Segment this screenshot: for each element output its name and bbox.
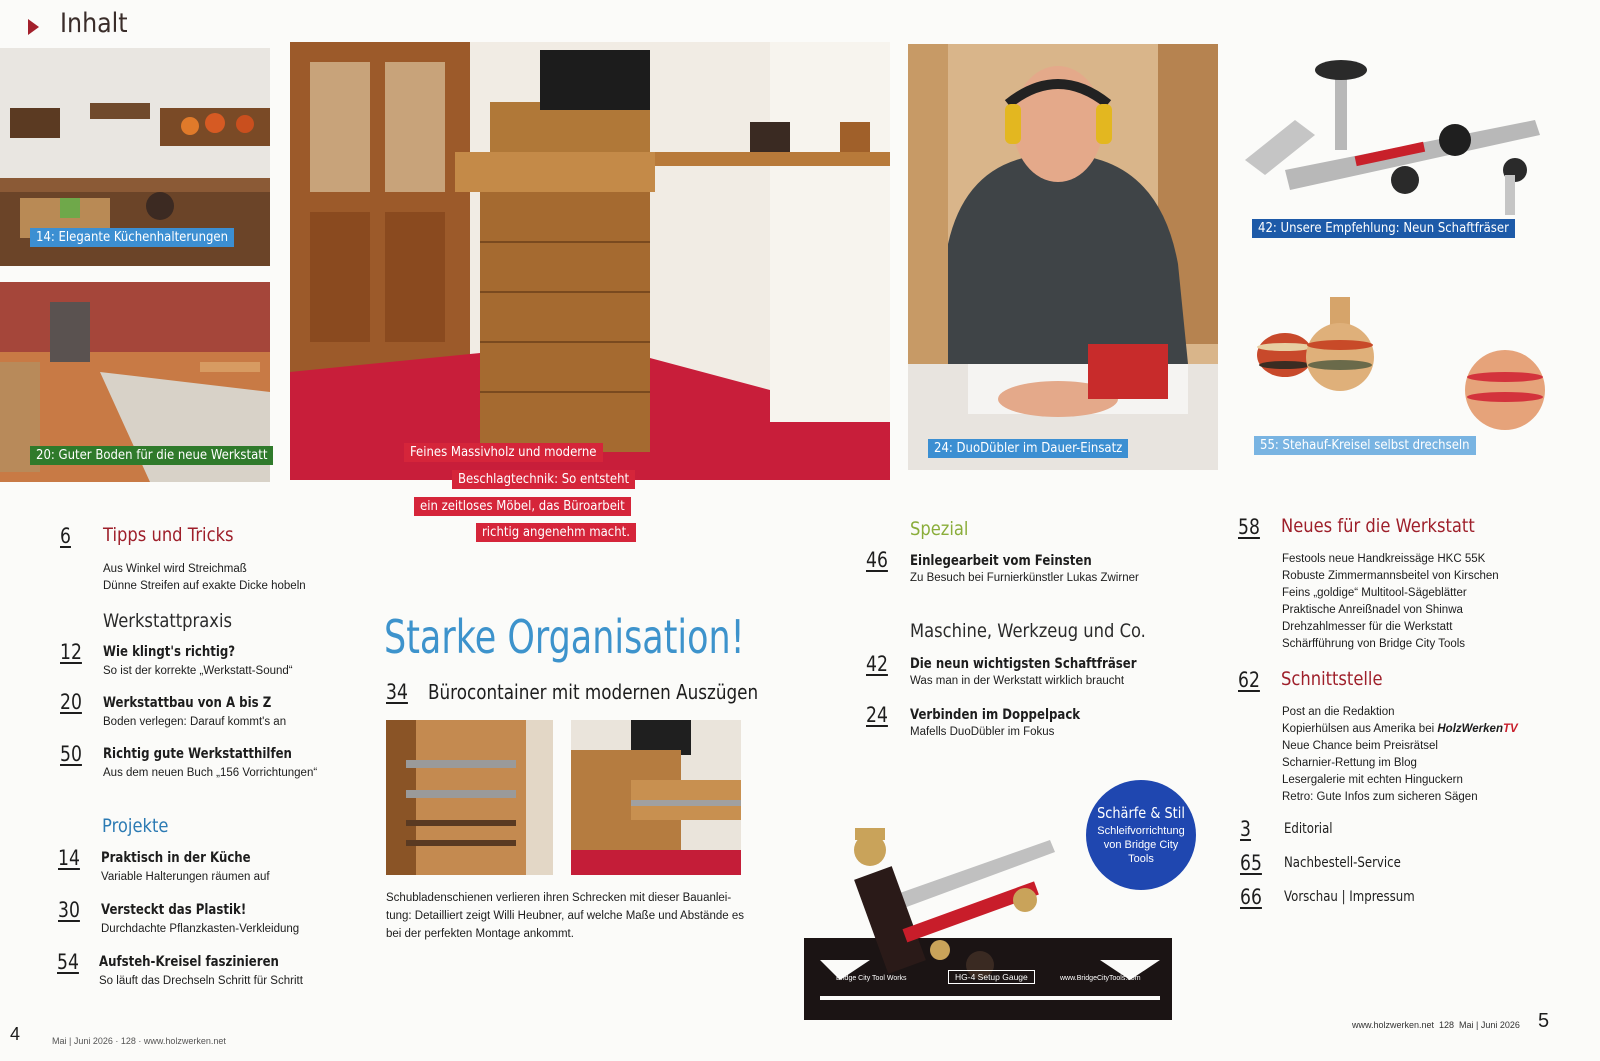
section-heading: Projekte: [102, 815, 169, 837]
section-title: Tipps und Tricks: [103, 524, 234, 546]
badge-title: Schärfe & Stil: [1097, 804, 1185, 822]
caption-kitchen: 14: Elegante Küchenhalterungen: [30, 228, 234, 247]
section-title: Schnittstelle: [1281, 668, 1383, 690]
photo-tops: [1240, 285, 1560, 445]
caption-man: 24: DuoDübler im Dauer-Einsatz: [928, 439, 1128, 458]
badge-line: Tools: [1128, 853, 1154, 865]
gauge-label-left: Bridge City Tool Works: [836, 975, 907, 982]
section-heading-spezial: Spezial: [910, 518, 969, 540]
photo-drawer-open: [571, 720, 741, 875]
caption-bits: 42: Unsere Empfehlung: Neun Schaftfräser: [1252, 219, 1515, 238]
page-number: 62: [1238, 668, 1260, 692]
feature-headline: Starke Organisation!: [384, 610, 745, 664]
page-number: 6: [60, 524, 71, 548]
footer-left-text: Mai | Juni 2026 · 128 · www.holzwerken.net: [52, 1036, 226, 1046]
entry-line: Aus Winkel wird Streichmaß: [103, 563, 247, 575]
gauge-label-right: www.BridgeCityTools.com: [1060, 975, 1141, 982]
section-heading-maschine: Maschine, Werkzeug und Co.: [910, 620, 1146, 642]
photo-drawer-rails: [386, 720, 553, 875]
header-arrow-icon: [28, 19, 39, 35]
caption-tops: 55: Stehauf-Kreisel selbst drechseln: [1254, 436, 1476, 455]
holzwerken-brand: HolzWerkenTV: [1437, 723, 1518, 735]
caption-floor: 20: Guter Boden für die neue Werkstatt: [30, 446, 273, 465]
promo-badge: [1086, 780, 1196, 890]
section-title: Neues für die Werkstatt: [1281, 515, 1475, 537]
entry-line: Dünne Streifen auf exakte Dicke hobeln: [103, 580, 306, 592]
footer-right-text: www.holzwerken.net 128 Mai | Juni 2026: [1352, 1020, 1520, 1030]
footer-right-page: 5: [1538, 1010, 1550, 1032]
photo-man: [908, 44, 1218, 470]
page-number: 58: [1238, 515, 1260, 539]
badge-line: von Bridge City: [1103, 839, 1179, 851]
section-heading: Werkstattpraxis: [103, 610, 233, 632]
page-title: Inhalt: [60, 8, 128, 39]
photo-furniture: [290, 42, 890, 480]
footer-left-page: 4: [10, 1024, 21, 1044]
gauge-label-center: HG-4 Setup Gauge: [948, 970, 1035, 984]
photo-bits: [1235, 50, 1555, 240]
badge-line: Schleifvorrichtung: [1097, 825, 1185, 837]
